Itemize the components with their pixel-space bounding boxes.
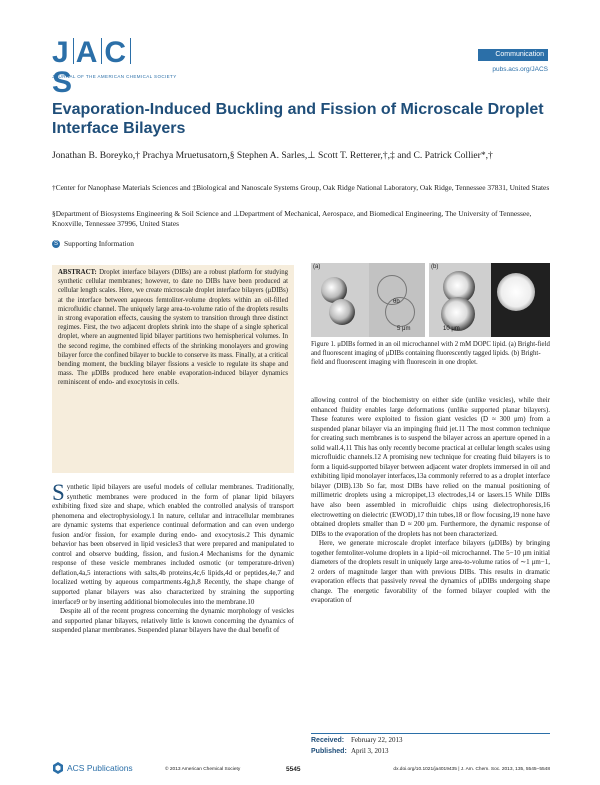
supporting-info-label: Supporting Information bbox=[64, 239, 134, 248]
body-paragraph: ynthetic lipid bilayers are useful models of cellular membranes. Traditionally, synthetic membranes were produced in the form of planar lipid bilayers exhibiting fixed size and shape, which enabled the controlled analysis of transport phenomena and electrophysiology.1 In nature, cellular and intracellular membranes are dynamic systems that experience continual deformation and can even undergo fusion and/or fission, for example during endo- and exocytosis.2 This dynamic behavior has been observed in lipid vesicles3 that were prepared and manipulated to control and observe budding, fission, and fusion.4 Mechanisms for the dynamic response of these vesicle membranes included osmotic (or temperature-driven) deflation,4a,5 interactions with salts,4b proteins,4c,6 lipids,4d or peptides,4e,7 and localized wetting by aqueous compartments.4g,h,8 Recently, the shape change of supported planar bilayers was also characterized by straining the supporting interface9 or by inserting additional biomolecules into the membrane.10 bbox=[52, 483, 294, 606]
article-dates bbox=[311, 733, 550, 757]
received-label: Received: bbox=[311, 737, 345, 744]
figure-panel-a-brightfield bbox=[311, 263, 369, 337]
doi-citation[interactable]: dx.doi.org/10.1021/ja4019435 | J. Am. Chem. Soc. 2013, 135, 5545−5548 bbox=[393, 767, 550, 772]
affiliation-1: †Center for Nanophase Materials Sciences and ‡Biological and Nanoscale Systems Group, Oak Ridge National Laboratory, Oak Ridge, Tennessee 37831, United States bbox=[52, 183, 550, 192]
panel-a-label: (a) bbox=[313, 264, 321, 270]
acs-publications-logo[interactable] bbox=[52, 762, 133, 774]
figure-panel-b-fluorescent bbox=[491, 263, 550, 337]
body-right-column bbox=[311, 396, 550, 606]
logo-letter-a: A bbox=[75, 36, 100, 69]
body-paragraph: Despite all of the recent progress concerning the dynamic morphology of vesicles and supported planar bilayers, relatively little is known concerning the dynamics of suspended planar membranes. Suspended planar bilayers have the dual benefit of bbox=[52, 607, 294, 635]
droplet-image bbox=[329, 299, 355, 325]
scale-bar-b: 10 μm bbox=[443, 326, 460, 332]
affiliation-2: §Department of Biosystems Engineering & Soil Science and ⊥Department of Mechanical, Aerospace, and Biomedical Engineering, The University of Tennessee, Knoxville, Tennessee 37996, United States bbox=[52, 209, 532, 228]
figure-panel-a-fluorescent bbox=[369, 263, 425, 337]
author-list: Jonathan B. Boreyko,† Prachya Mruetusatorn,§ Stephen A. Sarles,⊥ Scott T. Retterer,†,‡ and C. Patrick Collier*,† bbox=[52, 150, 493, 161]
abstract-text: Droplet interface bilayers (DIBs) are a robust platform for studying synthetic cellular membranes; however, to date no DIBs have been produced at cellular length scales. Here, we create microscale droplet interface bilayers (μDIBs) at the interface between aqueous femtoliter-volume droplets within an oil-filled microfluidic channel. The uniquely large area-to-volume ratio of the droplets results in strong evaporation effects, causing the system to transition through three distinct regimes. First, the two adjacent droplets shrink into the shape of a single spherical droplet, where an augmented lipid bilayer partitions two hemispherical volumes. In the second regime, the combined effects of the shrinking monolayers and growing bilayer force the confined bilayer to buckle to conserve its mass. Finally, at a critical bending moment, the buckling bilayer fissions a vesicle to regulate its shape and mass. The μDIBs produced here enable evaporation-induced bilayer dynamics reminiscent of endo- and exocytosis in cells. bbox=[58, 269, 288, 387]
logo-letter-s: S bbox=[52, 66, 75, 99]
body-paragraph: Here, we generate microscale droplet interface bilayers (μDIBs) by bringing together femtoliter-volume droplets in a lipid−oil microchannel. The 5−10 μm initial diameters of the droplets result in uniquely large area-to-volume ratios of ∼1 μm−1, 2 orders of magnitude larger than with previous DIBs. This results in dramatic evaporation effects that passively reveal the dynamics of μDIBs undergoing shape change. The energetic favorability of the formed bilayer coupled with the evaporation of bbox=[311, 539, 550, 605]
journal-url[interactable]: pubs.acs.org/JACS bbox=[492, 66, 548, 73]
article-title: Evaporation-Induced Buckling and Fission of Microscale Droplet Interface Bilayers bbox=[52, 101, 544, 137]
publisher-name: ACS Publications bbox=[67, 763, 133, 773]
theta-label: θb bbox=[393, 299, 400, 305]
figure-panel-b-brightfield bbox=[429, 263, 491, 337]
supporting-info-icon: S bbox=[53, 240, 58, 247]
scale-bar-a: 5 μm bbox=[397, 326, 411, 332]
received-date: February 22, 2013 bbox=[351, 736, 403, 744]
published-date: April 3, 2013 bbox=[351, 747, 389, 755]
logo-letter-c: C bbox=[104, 36, 129, 69]
panel-b-label: (b) bbox=[431, 264, 439, 270]
figure-caption: Figure 1. μDIBs formed in an oil microchannel with 2 mM DOPC lipid. (a) Bright-field and fluorescent imaging of μDIBs containing fluorescently tagged lipids. (b) Bright-field and fluorescent imaging with fluorescein in one droplet. bbox=[311, 341, 550, 366]
page-number: 5545 bbox=[286, 766, 301, 773]
journal-name: JOURNAL OF THE AMERICAN CHEMICAL SOCIETY bbox=[52, 74, 177, 79]
drop-cap: S bbox=[52, 480, 65, 505]
droplet-image bbox=[385, 297, 415, 327]
acs-hexagon-icon bbox=[52, 762, 64, 774]
droplet-image bbox=[497, 273, 535, 311]
abstract-box bbox=[52, 265, 294, 473]
copyright: © 2013 American Chemical Society bbox=[165, 767, 241, 772]
supporting-info-link[interactable] bbox=[52, 239, 134, 248]
abstract-label: ABSTRACT: bbox=[58, 269, 97, 276]
body-paragraph: allowing control of the biochemistry on either side (unlike vesicles), while their enhanced fluidity enables large deformations (unlike supported planar bilayers). These features were exploited to fission giant vesicles (D ≈ 300 μm) from a suspended planar bilayer via an impinging fluid jet.11 The most common technique for creating such membranes is to suspend the bilayer across an aperture opened in a solid wall.4,11 This has only recently become practical at cellular length scales using microfluidic channels.12 A promising new technique for creating fluid bilayers is to form a liquid-supported bilayer between adjacent water droplets immersed in oil and exhibiting lipid monolayer interfaces,13a commonly referred to as a droplet interface bilayer (DIB).13b So far, most DIBs have relied on the manual positioning of millimetric droplets using a micropipet,13 electrodes,14 or lasers.15 While DIBs have also been assembled in microfluidic chips using dielectrophoresis,16 electrowetting on dielectric (EWOD),17 thin tubes,18 or flow focusing,19 none have obtained droplets smaller than D ≈ 200 μm. Furthermore, the dynamic response of DIBs to the evaporation of the droplets has not been characterized. bbox=[311, 396, 550, 538]
figure-1 bbox=[311, 263, 550, 337]
logo-letter-j: J bbox=[52, 36, 71, 69]
section-label: Communication bbox=[478, 49, 548, 61]
published-label: Published: bbox=[311, 748, 347, 755]
body-left-column bbox=[52, 480, 294, 636]
